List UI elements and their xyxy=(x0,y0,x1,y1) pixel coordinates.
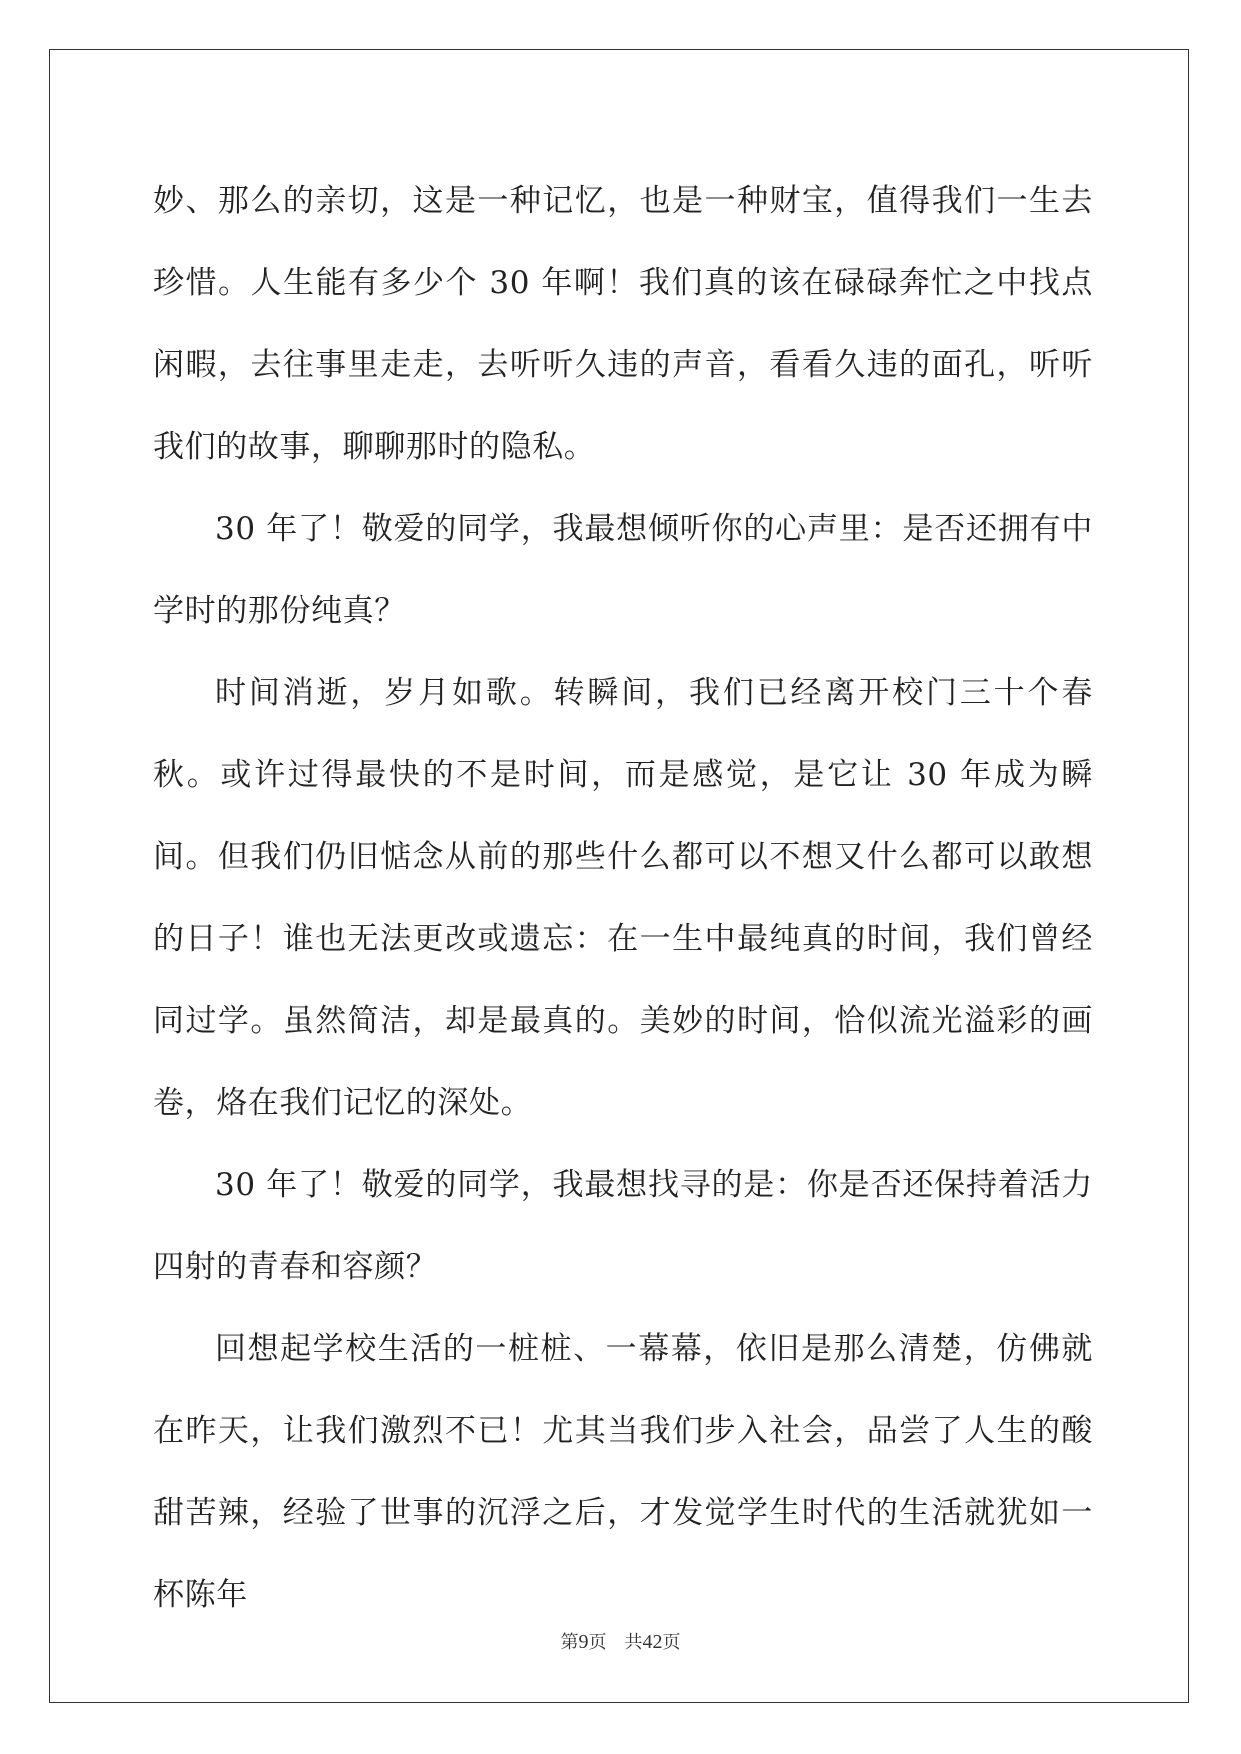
paragraph-2: 30 年了！敬爱的同学，我最想倾听你的心声里：是否还拥有中学时的那份纯真？ xyxy=(153,511,1093,629)
paragraph-5: 回想起学校生活的一桩桩、一幕幕，依旧是那么清楚，仿佛就在昨天，让我们激烈不已！尤其当我们步入社会，品尝了人生的酸甜苦辣，经验了世事的沉浮之后，才发觉学生时代的生活就犹如一杯陈年 xyxy=(153,1331,1093,1613)
paragraph-3: 时间消逝，岁月如歌。转瞬间，我们已经离开校门三十个春秋。或许过得最快的不是时间，而是感觉，是它让 30 年成为瞬间。但我们仍旧惦念从前的那些什么都可以不想又什么都可以敢想的日子！谁也无法更改或遗忘：在一生中最纯真的时间，我们曾经同过学。虽然简洁，却是最真的。美妙的时间，恰似流光溢彩的画卷，烙在我们记忆的深处。 xyxy=(153,675,1093,1121)
paragraph-1: 妙、那么的亲切，这是一种记忆，也是一种财宝，值得我们一生去珍惜。人生能有多少个 30 年啊！我们真的该在碌碌奔忙之中找点闲暇，去往事里走走，去听听久违的声音，看看久违的面孔，听听我们的故事，聊聊那时的隐私。 xyxy=(153,183,1093,465)
total-pages: 42 xyxy=(642,1631,663,1653)
page-suffix: 页 xyxy=(588,1632,607,1653)
page-number: 9 xyxy=(578,1631,589,1653)
page-prefix: 第 xyxy=(560,1632,579,1653)
document-body xyxy=(153,160,1093,1636)
paragraph-4: 30 年了！敬爱的同学，我最想找寻的是：你是否还保持着活力四射的青春和容颜？ xyxy=(153,1167,1093,1285)
total-prefix: 共 xyxy=(624,1632,643,1653)
total-suffix: 页 xyxy=(662,1632,681,1653)
page-footer xyxy=(0,1628,1241,1654)
